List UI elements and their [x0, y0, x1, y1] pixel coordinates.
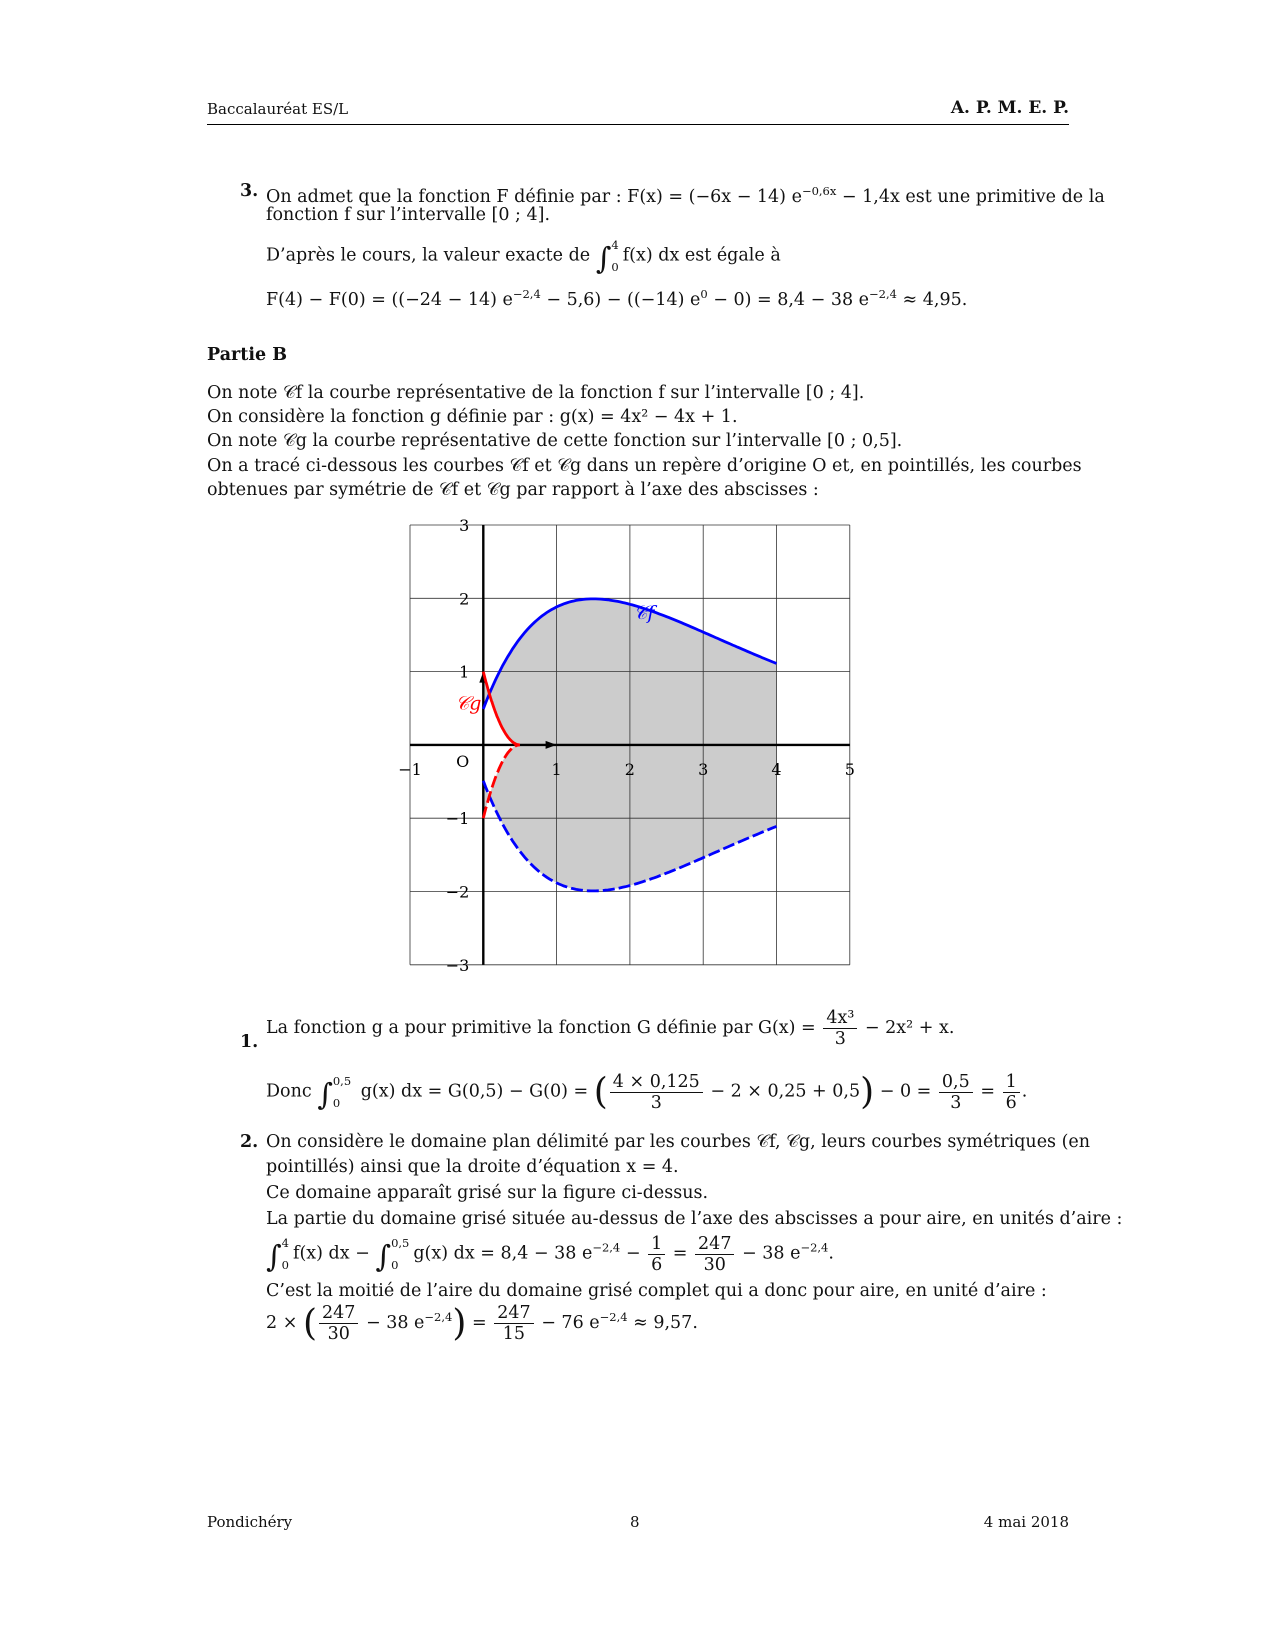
y-tick-label: −3: [445, 955, 470, 975]
integral-sign: ∫: [317, 1077, 333, 1113]
q2-line6: C’est la moitié de l’aire du domaine grisé complet qui a donc pour aire, en unité d’aire :: [266, 1281, 1047, 1301]
x-tick-label: 3: [698, 759, 709, 779]
label-cg: 𝒞g: [455, 692, 482, 715]
x-tick-label: 2: [624, 759, 635, 779]
partB-title: Partie B: [207, 345, 287, 365]
header-right: A. P. M. E. P.: [950, 98, 1069, 118]
integral-sign: ∫: [595, 241, 612, 277]
y-tick-label: 3: [459, 516, 470, 535]
q3-line1: On admet que la fonction F définie par : F(x) = (−6x − 14) $e^{-0,6x} - 1,4x$ est une primitive de la: [266, 184, 1105, 207]
q3-line2: fonction f sur l’intervalle [0 ; 4].: [266, 205, 551, 225]
q3-number: 3.: [240, 181, 259, 201]
label-cf: 𝒞f: [633, 601, 655, 624]
y-tick-label: −1: [445, 809, 470, 829]
footer-left: Pondichéry: [207, 1513, 293, 1531]
partB-line4: On a tracé ci-dessous les courbes 𝒞f et 𝒞g dans un repère d’origine O et, en pointillés, les courbes: [207, 456, 1082, 476]
page-number: 8: [630, 1513, 640, 1531]
integral-sign: ∫: [266, 1239, 282, 1275]
q2-line5: ∫ 4 0 f(x) dx − ∫ 0,5 0 g(x) dx = 8,4 − 38 $e^{-2,4}$ − $\frac{1}{6}$ = $\frac{247}{30}$ − 38 $e^{-2,4}$.: [266, 1233, 834, 1275]
q3-line4: F(4) − F(0) = ((−24 − 14) $e^{-2,4} - 5,6) - ((-14) e^0 - 0) = 8,4 - 38$ $e^{-2,4} \approx 4,95$.: [266, 287, 968, 310]
q2-line4: La partie du domaine grisé située au-dessus de l’axe des abscisses a pour aire, en unités d’aire :: [266, 1209, 1123, 1229]
header-rule: [207, 124, 1069, 125]
function-plot: [390, 515, 870, 975]
integral-sign: ∫: [375, 1239, 392, 1275]
q2-line7: 2 × ( $\frac{247}{30}$ − 38 $e^{-2,4}$) = $\frac{247}{15}$ − 76 $e^{-2,4} \approx 9,57$.: [266, 1303, 698, 1344]
partB-line3: On note 𝒞g la courbe représentative de cette fonction sur l’intervalle [0 ; 0,5].: [207, 431, 903, 451]
header-left: Baccalauréat ES/L: [207, 100, 349, 118]
partB-line5: obtenues par symétrie de 𝒞f et 𝒞g par rapport à l’axe des abscisses :: [207, 480, 819, 500]
y-tick-label: 2: [459, 589, 470, 609]
origin-label: O: [456, 751, 470, 771]
footer-right: 4 mai 2018: [983, 1513, 1069, 1531]
q1-line2: Donc ∫ 0,5 0 g(x) dx = G(0,5) − G(0) = ( $\frac{4 \times 0,125}{3}$ − 2 × 0,25 + 0,5) − 0 = $\frac{0,5}{3}$ = $\frac{1}{6}$ .: [266, 1071, 1028, 1113]
x-tick-label: 5: [844, 759, 855, 779]
q2-line3: Ce domaine apparaît grisé sur la figure ci-dessus.: [266, 1183, 709, 1203]
x-tick-label: 1: [551, 759, 562, 779]
q3-line3: D’après le cours, la valeur exacte de ∫ 4 0 f(x) dx est égale à: [266, 238, 781, 277]
x-tick-label: −1: [398, 759, 422, 779]
y-tick-label: −2: [445, 882, 470, 902]
partB-line1: On note 𝒞f la courbe représentative de la fonction f sur l’intervalle [0 ; 4].: [207, 383, 865, 403]
q2-number: 2.: [240, 1132, 259, 1152]
q1-line1: La fonction g a pour primitive la fonction G définie par G(x) = $\frac{\text{4x³}}{3}$ − 2x² + x.: [266, 1008, 955, 1049]
q1-number: 1.: [240, 1032, 259, 1052]
q2-line2: pointillés) ainsi que la droite d’équation x = 4.: [266, 1157, 679, 1177]
q2-line1: On considère le domaine plan délimité par les courbes 𝒞f, 𝒞g, leurs courbes symétriques (en: [266, 1132, 1091, 1152]
partB-line2: On considère la fonction g définie par : g(x) = 4x² − 4x + 1.: [207, 407, 738, 427]
x-tick-label: 4: [771, 759, 782, 779]
y-tick-label: 1: [459, 662, 470, 682]
